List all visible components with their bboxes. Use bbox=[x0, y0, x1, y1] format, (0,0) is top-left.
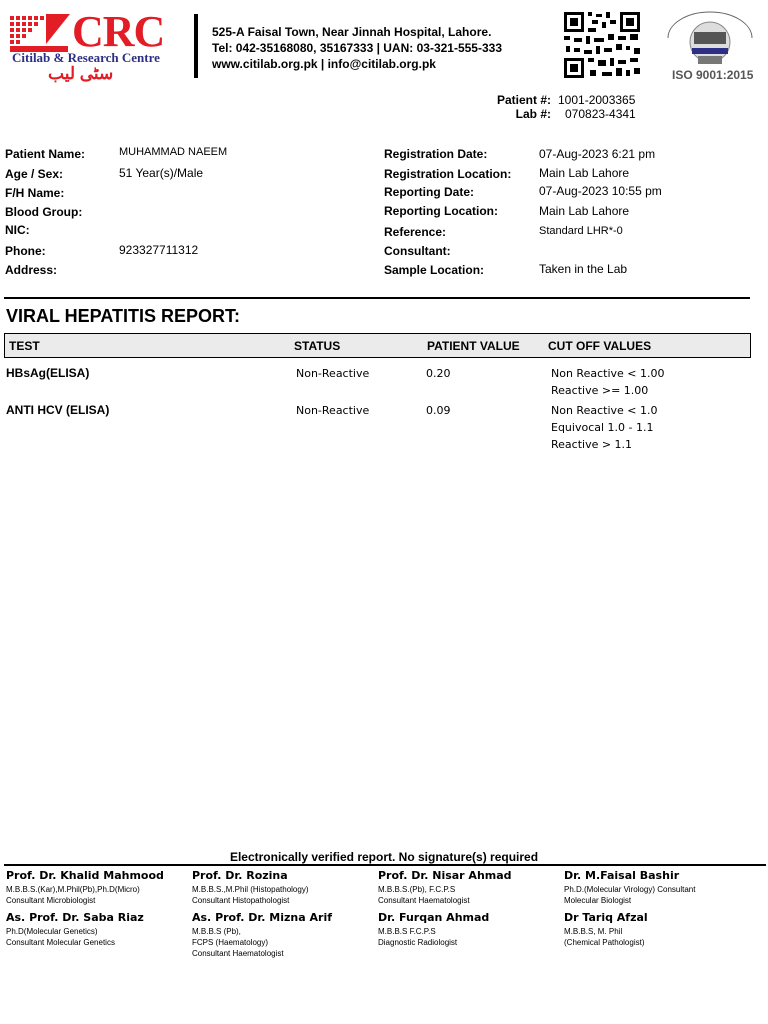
header-test: TEST bbox=[9, 339, 40, 353]
cutoff-line: Reactive > 1.1 bbox=[551, 438, 633, 451]
reference: Standard LHR*-0 bbox=[539, 225, 623, 237]
registration-location-label: Registration Location: bbox=[384, 167, 512, 181]
blood-group-label: Blood Group: bbox=[5, 205, 83, 219]
doctor-entry bbox=[564, 869, 749, 906]
doctor-qualifications: M.B.B.S.,M.Phil (Histopathology) Consultant Histopathologist bbox=[192, 885, 309, 905]
doctor-name: Prof. Dr. Rozina bbox=[192, 869, 288, 882]
patient-name: MUHAMMAD NAEEM bbox=[119, 146, 228, 158]
header-patient-value: PATIENT VALUE bbox=[427, 339, 520, 353]
cutoff-values bbox=[551, 402, 657, 453]
doctor-name: Prof. Dr. Nisar Ahmad bbox=[378, 869, 512, 882]
reporting-date-label: Reporting Date: bbox=[384, 185, 474, 199]
iso-seal-icon bbox=[658, 8, 762, 68]
sample-location-label: Sample Location: bbox=[384, 263, 485, 277]
cutoff-values bbox=[551, 365, 664, 399]
doctor-qualifications: Ph.D(Molecular Genetics) Consultant Molecular Genetics bbox=[6, 927, 115, 947]
reporting-date: 07-Aug-2023 10:55 pm bbox=[539, 184, 662, 198]
verification-note: Electronically verified report. No signature(s) required bbox=[229, 850, 539, 864]
address-label: Address: bbox=[5, 263, 58, 277]
registration-date-label: Registration Date: bbox=[384, 147, 488, 161]
test-status: Non-Reactive bbox=[296, 367, 370, 380]
cutoff-line: Non Reactive < 1.0 bbox=[551, 404, 658, 417]
lab-address: 525-A Faisal Town, Near Jinnah Hospital, Lahore. bbox=[212, 25, 492, 39]
phone: 923327711312 bbox=[119, 243, 199, 257]
test-name: ANTI HCV (ELISA) bbox=[6, 403, 110, 417]
header-cutoff: CUT OFF VALUES bbox=[548, 339, 652, 353]
doctor-qualifications: M.B.B.S.(Kar),M.Phil(Pb),Ph.D(Micro) Consultant Microbiologist bbox=[6, 885, 140, 905]
phone-label: Phone: bbox=[5, 244, 46, 258]
cutoff-line: Non Reactive < 1.00 bbox=[551, 367, 665, 380]
doctor-name: Dr Tariq Afzal bbox=[564, 911, 648, 924]
report-title: VIRAL HEPATITIS REPORT: bbox=[6, 306, 241, 326]
age-sex: 51 Year(s)/Male bbox=[119, 166, 204, 180]
logo-brand: CRC bbox=[72, 7, 165, 56]
registration-location: Main Lab Lahore bbox=[539, 166, 630, 180]
patient-number-value: 1001-2003365 bbox=[558, 93, 636, 107]
lab-number-value: 070823-4341 bbox=[565, 107, 636, 121]
cutoff-line: Reactive >= 1.00 bbox=[551, 384, 649, 397]
section-divider bbox=[4, 297, 750, 299]
doctor-qualifications: M.B.B.S, M. Phil (Chemical Pathologist) bbox=[564, 927, 645, 947]
registration-date: 07-Aug-2023 6:21 pm bbox=[539, 147, 656, 161]
age-sex-label: Age / Sex: bbox=[5, 167, 64, 181]
doctor-name: Dr. M.Faisal Bashir bbox=[564, 869, 680, 882]
qr-code-icon bbox=[562, 10, 642, 80]
test-value: 0.09 bbox=[426, 404, 451, 417]
nic-label: NIC: bbox=[5, 223, 30, 237]
doctor-name: Prof. Dr. Khalid Mahmood bbox=[6, 869, 164, 882]
results-table-header bbox=[4, 333, 751, 358]
doctor-entry bbox=[6, 911, 191, 948]
iso-certificate bbox=[658, 8, 762, 86]
doctor-name: Dr. Furqan Ahmad bbox=[378, 911, 490, 924]
header-divider bbox=[194, 14, 198, 78]
test-status: Non-Reactive bbox=[296, 404, 370, 417]
doctor-qualifications: Ph.D.(Molecular Virology) Consultant Molecular Biologist bbox=[564, 885, 696, 905]
reporting-location: Main Lab Lahore bbox=[539, 204, 630, 218]
lab-contact bbox=[212, 24, 502, 72]
test-name: HBsAg(ELISA) bbox=[6, 366, 90, 380]
fh-name-label: F/H Name: bbox=[5, 186, 65, 200]
doctor-entry bbox=[564, 911, 749, 948]
iso-number: ISO 9001:2015 bbox=[672, 68, 754, 82]
sample-location: Taken in the Lab bbox=[539, 262, 628, 276]
footer-divider bbox=[4, 864, 766, 866]
doctor-entry bbox=[6, 869, 191, 906]
doctor-entry bbox=[378, 869, 563, 906]
lab-number-label: Lab #: bbox=[515, 107, 551, 121]
lab-web: www.citilab.org.pk | info@citilab.org.pk bbox=[212, 57, 436, 71]
doctor-entry bbox=[192, 911, 377, 959]
patient-name-label: Patient Name: bbox=[5, 147, 86, 161]
header-status: STATUS bbox=[294, 339, 341, 353]
doctor-entry bbox=[192, 869, 377, 906]
patient-number-label: Patient #: bbox=[496, 93, 551, 107]
doctor-name: As. Prof. Dr. Saba Riaz bbox=[6, 911, 144, 924]
doctor-entry bbox=[378, 911, 563, 948]
doctor-qualifications: M.B.B.S F.C.P.S Diagnostic Radiologist bbox=[378, 927, 458, 947]
logo-urdu-name: سٹی لیب bbox=[48, 64, 114, 83]
test-value: 0.20 bbox=[426, 367, 451, 380]
doctor-qualifications: M.B.B.S (Pb), FCPS (Haematology) Consultant Haematologist bbox=[192, 927, 284, 958]
consultant-label: Consultant: bbox=[384, 244, 451, 258]
logo-lab-name: Citilab & Research Centre bbox=[12, 50, 160, 65]
doctor-qualifications: M.B.B.S.(Pb), F.C.P.S Consultant Haematologist bbox=[378, 885, 470, 905]
doctor-name: As. Prof. Dr. Mizna Arif bbox=[192, 911, 332, 924]
reference-label: Reference: bbox=[384, 225, 447, 239]
cutoff-line: Equivocal 1.0 - 1.1 bbox=[551, 421, 654, 434]
reporting-location-label: Reporting Location: bbox=[384, 204, 498, 218]
lab-logo bbox=[8, 7, 173, 85]
lab-phone: Tel: 042-35168080, 35167333 | UAN: 03-321-555-333 bbox=[212, 41, 502, 55]
